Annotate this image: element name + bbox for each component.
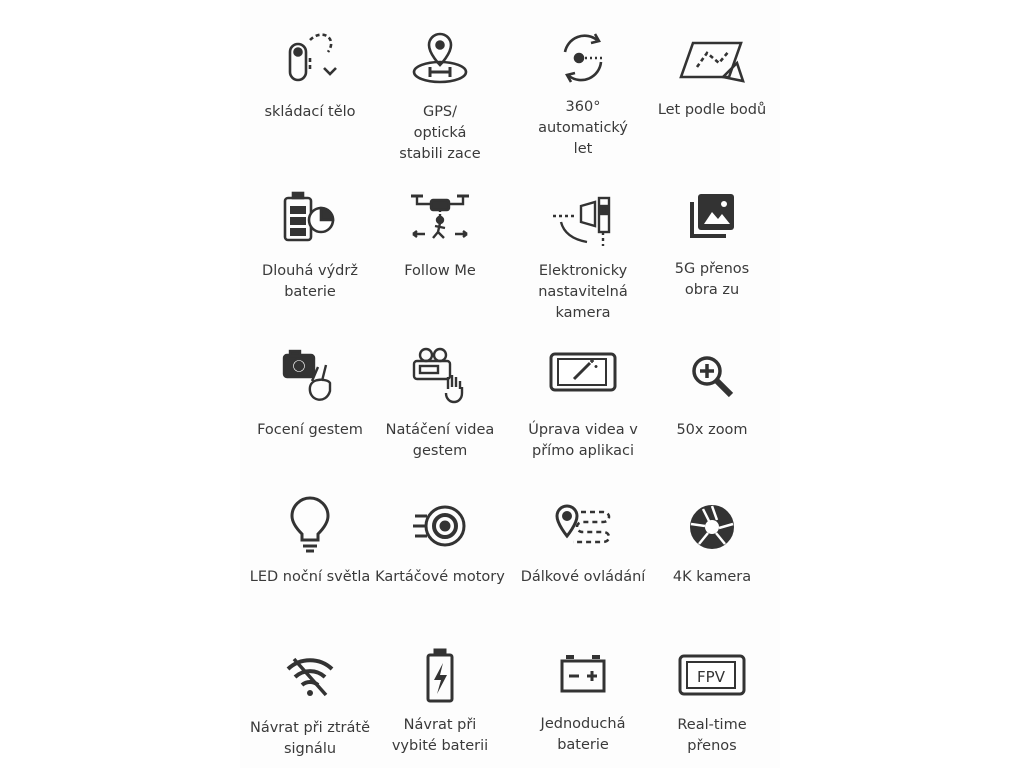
- wifi-off-icon: [284, 655, 336, 699]
- light-bulb-icon: [290, 498, 330, 554]
- feature-label: Let podle bodů: [657, 102, 767, 118]
- photo-gallery-icon: [686, 192, 738, 242]
- gesture-photo-icon: [282, 347, 338, 405]
- feature-label: 4K kamera: [672, 569, 752, 585]
- battery-pie-icon: [281, 192, 339, 244]
- feature-label: Dlouhá výdrž baterie: [262, 263, 358, 300]
- feature-label: Kartáčové motory: [375, 569, 505, 585]
- zoom-plus-icon: [689, 353, 735, 399]
- low-battery-charge-icon: [424, 649, 456, 705]
- feature-label: Dálkové ovládání: [520, 569, 646, 585]
- 360-rotation-icon: [555, 30, 611, 86]
- feature-label: 50x zoom: [676, 422, 748, 438]
- feature-label: Návrat při vybité baterii: [391, 717, 489, 754]
- feature-label: Follow Me: [404, 263, 476, 279]
- feature-label: Focení gestem: [257, 422, 363, 438]
- gesture-video-icon: [412, 347, 468, 407]
- feature-label: Elektronicky nastavitelná kamera: [538, 263, 628, 321]
- battery-plus-minus-icon: [558, 655, 608, 695]
- brushed-motor-icon: [413, 504, 467, 548]
- feature-label: Návrat při ztrátě signálu: [249, 720, 370, 757]
- camera-aperture-icon: [689, 504, 735, 550]
- feature-label: 360° automatický let: [538, 99, 628, 157]
- folding-body-icon: [282, 28, 338, 84]
- gps-helipad-icon: [410, 30, 470, 86]
- fpv-phone-icon: [677, 653, 747, 697]
- feature-label: skládací tělo: [264, 104, 356, 120]
- svg-text:FPV: FPV: [697, 668, 725, 686]
- feature-label: Real-time přenos: [677, 717, 747, 754]
- location-route-icon: [553, 504, 613, 548]
- feature-label: Natáčení videa gestem: [385, 422, 495, 459]
- adjustable-camera-icon: [551, 192, 615, 248]
- feature-label: LED noční světla: [249, 569, 371, 585]
- feature-label: GPS/ optická stabili zace: [399, 104, 481, 162]
- follow-me-drone-icon: [409, 190, 471, 242]
- feature-label: Jednoduchá baterie: [540, 716, 626, 753]
- feature-label: 5G přenos obra zu: [674, 261, 750, 298]
- phone-magic-wand-icon: [548, 351, 618, 393]
- waypoint-path-icon: [677, 33, 747, 85]
- feature-label: Úprava videa v přímo aplikaci: [528, 422, 638, 459]
